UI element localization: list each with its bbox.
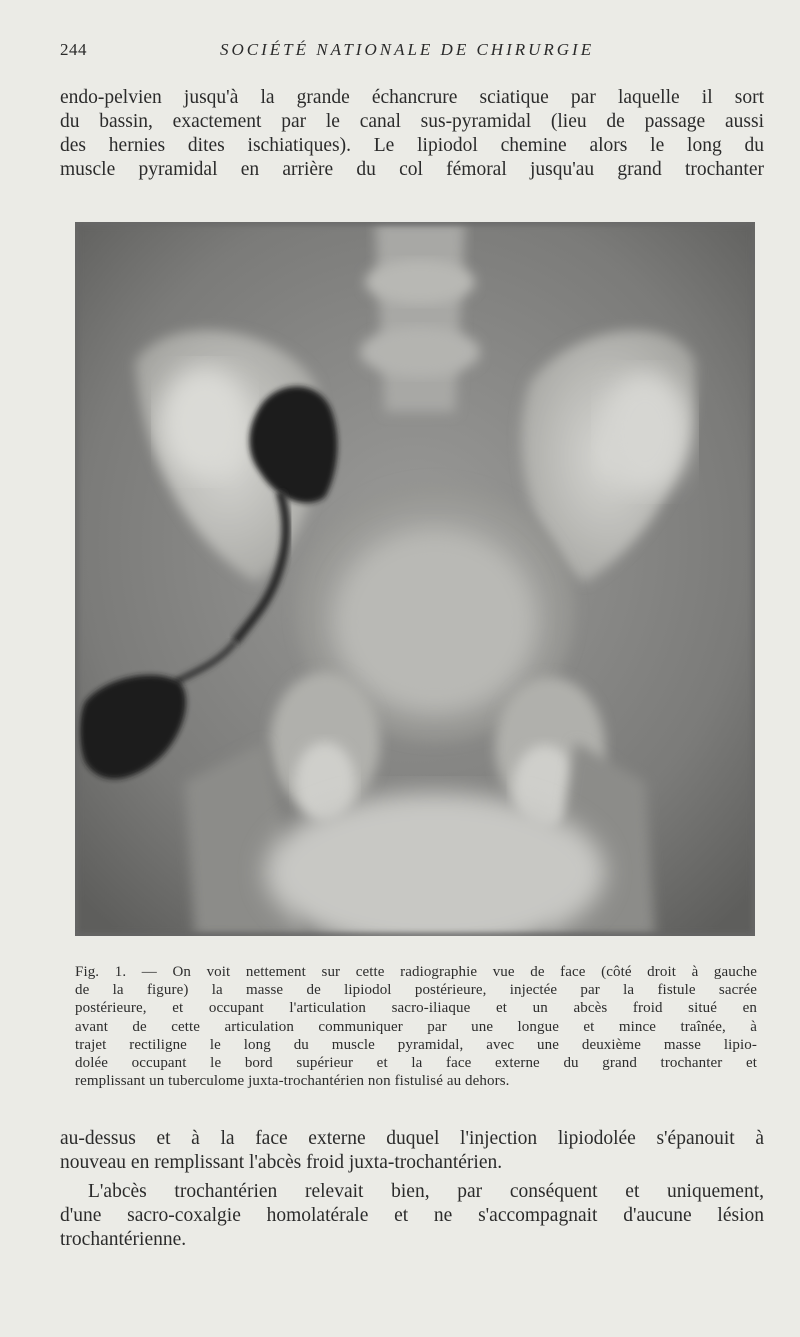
caption-line: postérieure, et occupant l'articulation sacro-iliaque et un abcès froid situé en — [75, 1000, 757, 1017]
running-head — [60, 40, 760, 62]
caption-line: de la figure) la masse de lipiodol postérieure, injectée par la fistule sacrée — [75, 982, 757, 999]
paragraph-top — [60, 86, 764, 182]
text-line: endo-pelvien jusqu'à la grande échancrure sciatique par laquelle il sort — [60, 87, 764, 108]
figure-caption — [75, 963, 757, 1090]
text-line: L'abcès trochantérien relevait bien, par conséquent et uniquement, — [88, 1181, 764, 1202]
caption-line: trajet rectiligne le long du muscle pyramidal, avec une deuxième masse lipio- — [75, 1036, 757, 1053]
text-line: au-dessus et à la face externe duquel l'injection lipiodolée s'épanouit à — [60, 1128, 764, 1149]
caption-line: dolée occupant le bord supérieur et la face externe du grand trochanter et — [75, 1055, 757, 1072]
radiograph-figure — [75, 222, 755, 936]
caption-line: Fig. 1. — On voit nettement sur cette radiographie vue de face (côté droit à gauche — [75, 964, 757, 980]
text-line: du bassin, exactement par le canal sus-pyramidal (lieu de passage aussi — [60, 111, 764, 132]
page-number: 244 — [60, 40, 87, 59]
radiograph-image — [75, 222, 755, 936]
text-line: des hernies dites ischiatiques). Le lipiodol chemine alors le long du — [60, 135, 764, 156]
text-line: muscle pyramidal en arrière du col fémoral jusqu'au grand trochanter — [60, 159, 764, 180]
journal-title: SOCIÉTÉ NATIONALE DE CHIRURGIE — [220, 40, 595, 59]
caption-line: avant de cette articulation communiquer par une longue et mince traînée, à — [75, 1018, 757, 1035]
caption-line: remplissant un tuberculome juxta-trochantérien non fistulisé au dehors. — [75, 1073, 510, 1090]
text-line: d'une sacro-coxalgie homolatérale et ne s'accompagnait d'aucune lésion — [60, 1205, 764, 1226]
paragraph-bottom-1 — [60, 1127, 764, 1175]
text-line: nouveau en remplissant l'abcès froid juxta-trochantérien. — [60, 1152, 503, 1173]
text-line: trochantérienne. — [60, 1229, 187, 1250]
paragraph-bottom-2 — [60, 1180, 764, 1252]
